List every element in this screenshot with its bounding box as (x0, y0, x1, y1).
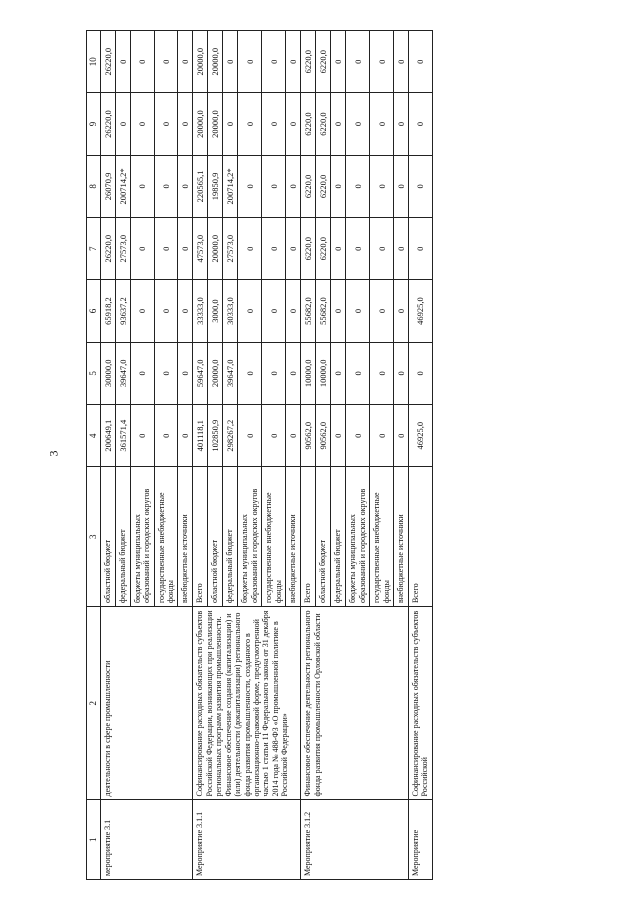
value-cell: 0 (394, 93, 409, 155)
value-cell: 0 (262, 280, 286, 342)
value-cell: 0 (370, 405, 394, 467)
table-row (301, 31, 316, 880)
column-header-2: 2 (87, 607, 101, 800)
value-cell: 0 (130, 155, 154, 217)
value-cell: 0 (178, 31, 193, 93)
value-cell: 0 (286, 280, 301, 342)
column-header-3: 3 (87, 467, 101, 607)
value-cell: 0 (223, 93, 238, 155)
value-cell: 0 (130, 405, 154, 467)
activity-cell: Мероприятие 3.1.1 (193, 800, 301, 880)
value-cell: 298267,2 (223, 405, 238, 467)
value-cell: 0 (346, 31, 370, 93)
value-cell: 0 (262, 155, 286, 217)
value-cell: 39647,0 (115, 342, 130, 404)
value-cell: 200649,1 (100, 405, 115, 467)
value-cell: 33333,0 (193, 280, 208, 342)
page-number: 3 (46, 450, 61, 457)
value-cell: 0 (178, 342, 193, 404)
value-cell: 6220,0 (301, 31, 316, 93)
value-cell: 6220,0 (316, 218, 331, 280)
column-header-5: 5 (87, 342, 101, 404)
value-cell: 0 (130, 31, 154, 93)
value-cell: 20000,0 (208, 31, 223, 93)
value-cell: 0 (331, 405, 346, 467)
value-cell: 0 (409, 93, 433, 155)
value-cell: 26070,9 (100, 155, 115, 217)
value-cell: 27573,0 (115, 218, 130, 280)
value-cell: 0 (409, 155, 433, 217)
value-cell: 20000,0 (193, 93, 208, 155)
value-cell: 220565,1 (193, 155, 208, 217)
funding-source-cell: Всего (301, 467, 316, 607)
value-cell: 0 (262, 31, 286, 93)
value-cell: 26220,0 (100, 31, 115, 93)
funding-source-cell: бюджеты муниципальных образований и городских округов (238, 467, 262, 607)
value-cell: 0 (394, 218, 409, 280)
value-cell: 46925,0 (409, 405, 433, 467)
value-cell: 361571,4 (115, 405, 130, 467)
funding-source-cell: федеральный бюджет (115, 467, 130, 607)
value-cell: 20000,0 (208, 93, 223, 155)
value-cell: 200714,2* (223, 155, 238, 217)
value-cell: 39647,0 (223, 342, 238, 404)
value-cell: 401118,1 (193, 405, 208, 467)
value-cell: 0 (370, 31, 394, 93)
funding-source-cell: бюджеты муниципальных образований и городских округов (130, 467, 154, 607)
value-cell: 0 (331, 31, 346, 93)
value-cell: 6220,0 (316, 31, 331, 93)
activity-cell: Мероприятие (409, 800, 433, 880)
value-cell: 26220,0 (100, 93, 115, 155)
funding-source-cell: областной бюджет (100, 467, 115, 607)
value-cell: 0 (370, 218, 394, 280)
value-cell: 0 (346, 405, 370, 467)
value-cell: 0 (130, 93, 154, 155)
table-row (193, 31, 208, 880)
value-cell: 0 (394, 280, 409, 342)
value-cell: 0 (286, 93, 301, 155)
value-cell: 0 (262, 93, 286, 155)
value-cell: 3000,0 (208, 280, 223, 342)
value-cell: 0 (409, 218, 433, 280)
funding-source-cell: государственные внебюджетные фонды (370, 467, 394, 607)
funding-source-cell: Всего (409, 467, 433, 607)
value-cell: 0 (331, 155, 346, 217)
activity-name-cell: Софинансирование расходных обязательств субъектов Российской Федерации, возникающих при реализации региональных программ развития промышленности. Финансовое обеспечение создания (капитализации) и (или) деятельности (докапитализации) регионального фонда развития промышленности, созданного в организационно-правовой форме, предусмотренной частью 1 статьи 11 Федерального закона от 31 декабря 2014 года № 488-ФЗ «О промышленной политике в Российской Федерации» (193, 607, 301, 800)
value-cell: 20000,0 (208, 342, 223, 404)
value-cell: 0 (370, 93, 394, 155)
value-cell: 0 (154, 342, 178, 404)
value-cell: 30333,0 (223, 280, 238, 342)
value-cell: 0 (286, 405, 301, 467)
value-cell: 0 (286, 342, 301, 404)
column-header-9: 9 (87, 93, 101, 155)
value-cell: 6220,0 (301, 218, 316, 280)
value-cell: 6220,0 (316, 155, 331, 217)
value-cell: 0 (178, 93, 193, 155)
value-cell: 59647,0 (193, 342, 208, 404)
value-cell: 0 (346, 155, 370, 217)
column-header-7: 7 (87, 218, 101, 280)
value-cell: 0 (262, 218, 286, 280)
value-cell: 0 (178, 280, 193, 342)
value-cell: 200714,2* (115, 155, 130, 217)
value-cell: 0 (238, 93, 262, 155)
column-header-4: 4 (87, 405, 101, 467)
value-cell: 30000,0 (100, 342, 115, 404)
value-cell: 6220,0 (301, 155, 316, 217)
value-cell: 0 (154, 218, 178, 280)
value-cell: 0 (178, 405, 193, 467)
value-cell: 0 (331, 218, 346, 280)
funding-source-cell: областной бюджет (208, 467, 223, 607)
value-cell: 0 (346, 218, 370, 280)
value-cell: 47573,0 (193, 218, 208, 280)
value-cell: 0 (394, 155, 409, 217)
value-cell: 0 (238, 218, 262, 280)
header-row (87, 31, 101, 880)
activity-name-cell: Финансовое обеспечение деятельности регионального фонда развития промышленности Орловской области (301, 607, 409, 800)
value-cell: 0 (370, 155, 394, 217)
value-cell: 0 (286, 31, 301, 93)
value-cell: 0 (178, 218, 193, 280)
activity-cell: мероприятие 3.1 (100, 800, 193, 880)
value-cell: 6220,0 (316, 93, 331, 155)
funding-source-cell: внебюджетные источники (178, 467, 193, 607)
funding-source-cell: бюджеты муниципальных образований и городских округов (346, 467, 370, 607)
value-cell: 19850,9 (208, 155, 223, 217)
value-cell: 0 (130, 342, 154, 404)
funding-source-cell: государственные внебюджетные фонды (154, 467, 178, 607)
value-cell: 0 (154, 31, 178, 93)
value-cell: 0 (409, 31, 433, 93)
funding-source-cell: внебюджетные источники (286, 467, 301, 607)
value-cell: 0 (238, 155, 262, 217)
value-cell: 0 (262, 405, 286, 467)
value-cell: 26220,0 (100, 218, 115, 280)
value-cell: 0 (346, 93, 370, 155)
value-cell: 0 (154, 93, 178, 155)
activity-name-cell: деятельности в сфере промышленности (100, 607, 193, 800)
value-cell: 0 (130, 280, 154, 342)
value-cell: 0 (394, 405, 409, 467)
funding-source-cell: областной бюджет (316, 467, 331, 607)
activity-cell: Мероприятие 3.1.2 (301, 800, 409, 880)
value-cell: 93637,2 (115, 280, 130, 342)
value-cell: 27573,0 (223, 218, 238, 280)
value-cell: 0 (331, 342, 346, 404)
value-cell: 6220,0 (301, 93, 316, 155)
value-cell: 55682,0 (316, 280, 331, 342)
table-row (100, 31, 115, 880)
funding-source-cell: федеральный бюджет (331, 467, 346, 607)
table-body (100, 31, 432, 880)
value-cell: 10000,0 (316, 342, 331, 404)
funding-source-cell: федеральный бюджет (223, 467, 238, 607)
column-header-6: 6 (87, 280, 101, 342)
value-cell: 0 (262, 342, 286, 404)
column-header-1: 1 (87, 800, 101, 880)
value-cell: 0 (115, 31, 130, 93)
value-cell: 0 (370, 342, 394, 404)
value-cell: 0 (394, 31, 409, 93)
value-cell: 0 (346, 342, 370, 404)
value-cell: 0 (223, 31, 238, 93)
value-cell: 0 (238, 280, 262, 342)
funding-source-cell: Всего (193, 467, 208, 607)
value-cell: 102850,9 (208, 405, 223, 467)
value-cell: 0 (115, 93, 130, 155)
value-cell: 0 (286, 155, 301, 217)
value-cell: 0 (154, 155, 178, 217)
value-cell: 0 (394, 342, 409, 404)
value-cell: 0 (238, 31, 262, 93)
value-cell: 10000,0 (301, 342, 316, 404)
value-cell: 0 (130, 218, 154, 280)
table-row (409, 31, 433, 880)
value-cell: 0 (331, 93, 346, 155)
value-cell: 20000,0 (208, 218, 223, 280)
value-cell: 0 (286, 218, 301, 280)
value-cell: 0 (238, 342, 262, 404)
budget-table (86, 30, 433, 880)
value-cell: 0 (154, 405, 178, 467)
value-cell: 65918,2 (100, 280, 115, 342)
value-cell: 46925,0 (409, 280, 433, 342)
funding-source-cell: внебюджетные источники (394, 467, 409, 607)
column-header-8: 8 (87, 155, 101, 217)
value-cell: 0 (409, 342, 433, 404)
column-header-10: 10 (87, 31, 101, 93)
value-cell: 0 (331, 280, 346, 342)
value-cell: 0 (346, 280, 370, 342)
value-cell: 0 (178, 155, 193, 217)
value-cell: 0 (238, 405, 262, 467)
rotated-table-container (86, 30, 606, 880)
value-cell: 90562,0 (316, 405, 331, 467)
value-cell: 20000,0 (193, 31, 208, 93)
value-cell: 0 (154, 280, 178, 342)
value-cell: 55682,0 (301, 280, 316, 342)
value-cell: 90562,0 (301, 405, 316, 467)
value-cell: 0 (370, 280, 394, 342)
activity-name-cell: Софинансирование расходных обязательств субъектов Российской (409, 607, 433, 800)
funding-source-cell: государственные внебюджетные фонды (262, 467, 286, 607)
